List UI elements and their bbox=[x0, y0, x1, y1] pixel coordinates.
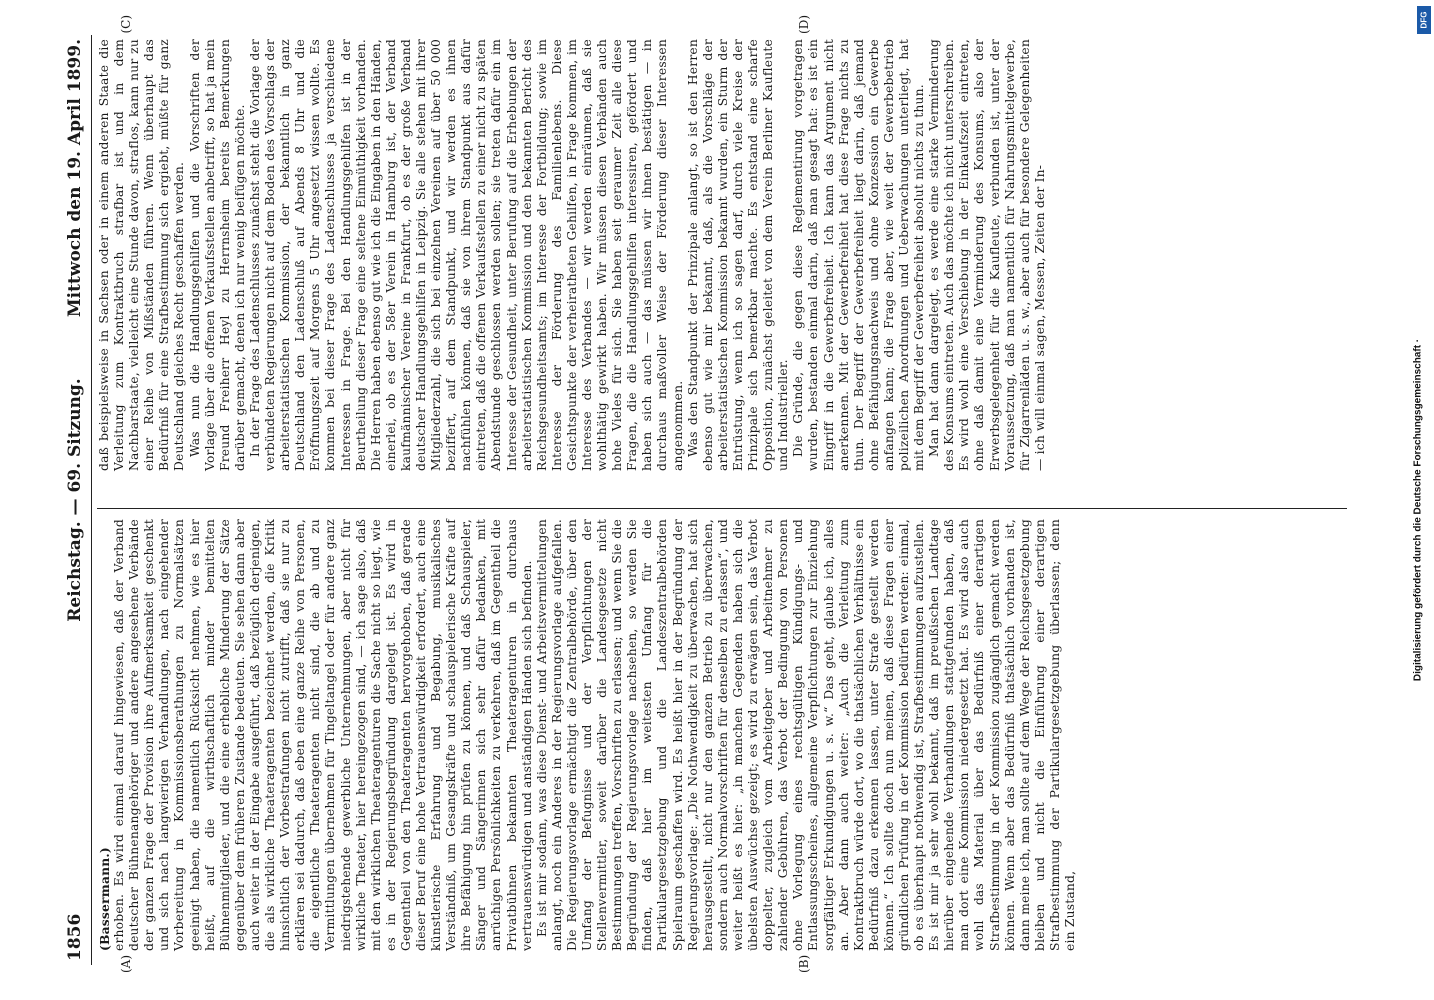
header-date: Mittwoch den 19. April 1899. bbox=[65, 39, 85, 318]
speaker-name: (Bassermann.) bbox=[97, 847, 112, 951]
paragraph: Die Gründe, die gegen diese Reglementirung vorgetragen wurden, bestanden einmal darin, daß man gesagt hat: es ist ein Eingriff in die Gewerbefreiheit. Ich kann das Argument nicht anerkennen. Mit der Gewerbefreiheit hat diese Frage nichts zu thun. Der Begriff der Gewerbefreiheit liegt darin, daß jemand ohne Befähigungsnachweis und ohne Konzession ein Gewerbe anfangen kann; die Frage aber, wie weit der Gewerbebetrieb polizeilichen Anordnungen und Ueberwachungen unterliegt, hat mit dem Begriff der Gewerbefreiheit absolut nichts zu thun. bbox=[791, 39, 927, 471]
paragraph: daß beispielsweise in Sachsen oder in einem anderen Staate die Verleitung zum Kontraktbruch strafbar ist und in dem Nachbarstaate, vielleicht eine Stunde davon, straflos, kann nur zu einer Reihe von Mißständen führen. Wenn überhaupt das Bedürfniß für eine Strafbestimmung sich ergiebt, müßte für ganz Deutschland gleiches Recht geschaffen werden. bbox=[97, 39, 187, 471]
margin-marker-d: (D) bbox=[797, 15, 811, 34]
margin-marker-a: (A) bbox=[119, 954, 133, 973]
paragraph: Was nun die Handlungsgehilfen und die Vorschriften der Vorlage über die offenen Verkaufsstellen anbetrifft, so hat ja mein Freund Freiherr Heyl zu Herrnsheim bereits Bemerkungen darüber gemacht, denen ich nur wenig beifügen möchte. bbox=[187, 39, 247, 471]
paragraph: Man hat dann dargelegt, es werde eine starke Verminderung des Konsums eintreten. Auch das möchte ich nicht unterschreiben. Es wird wohl eine Verschiebung in der Einkaufszeit eintreten, ohne daß damit eine Verminderung des Konsums, also der Erwerbsgelegenheit für die Kaufleute, verbunden ist, unter der Voraussetzung, daß man namentlich für Nahrungsmittelgewerbe, für Zigarrenläden u. s. w., aber auch für besondere Gelegenheiten — ich will einmal sagen, Messen, Zeiten der In- bbox=[927, 39, 1047, 471]
left-column bbox=[97, 519, 1373, 951]
page-number: 1856 bbox=[65, 913, 85, 961]
rotated-sheet bbox=[57, 15, 1377, 973]
dfg-logo bbox=[1417, 6, 1431, 34]
paragraph: Es ist mir sodann, was diese Dienst- und Arbeitsvermittelungen anlangt, noch ein Anderes in der Regierungsvorlage aufgefallen. Die Regierungsvorlage ermächtigt die Zentralbehörde, über den Umfang der Befugnisse und der Verpflichtungen der Stellenvermittler, soweit darüber die Landesgesetze nicht Bestimmungen treffen, Vorschriften zu erlassen; und wenn Sie die Begründung der Regierungsvorlage nachsehen, so werden Sie finden, daß hier im weitesten Umfang für die Partikulargesetzgebung und die Landeszentralbehörden Spielraum geschaffen wird. Es heißt hier in der Begründung der Regierungsvorlage: „Die Nothwendigkeit zu überwachen, hat sich herausgestellt, nicht nur den ganzen Betrieb zu überwachen, sondern auch Normalvorschriften für denselben zu erlassen“, und weiter heißt es hier: „in manchen Gegenden haben sich die übelsten Auswüchse gezeigt; es wird zu erwägen sein, das Verbot doppelter, zugleich vom Arbeitgeber und Arbeitnehmer zu zahlender Gebühren, das Verbot der Bedingung von Personen ohne Vorlegung eines rechtsgültigen Kündigungs- und Entlassungsscheines, allgemeine Verpflichtungen zur Einziehung sorgfältiger Erkundigungen u. s. w.“ Das geht, glaube ich, alles an. Aber dann auch weiter: „Auch die Verleitung zum Kontraktbruch würde dort, wo die thatsächlichen Verhältnisse ein Bedürfniß dazu erkennen lassen, unter Strafe gestellt werden können.“ Ich sollte doch nun meinen, daß diese Fragen einer gründlichen Prüfung in der Kommission bedürfen werden: einmal, ob es überhaupt nothwendig ist, Strafbestimmungen aufzustellen. Es ist mir ja sehr wohl bekannt, daß im preußischen Landtage hierüber eingehende Verhandlungen stattgefunden haben, daß man dort eine Kommission niedergesetzt hat. Es wird also auch wohl das Material über das Bedürfniß einer derartigen Strafbestimmung in der Kommission zugänglich gemacht werden können. Wenn aber das Bedürfniß thatsächlich vorhanden ist, dann meine ich, man sollte auf dem Wege der Reichsgesetzgebung bleiben und nicht die Einführung einer derartigen Strafbestimmung der Partikulargesetzgebung überlassen; denn ein Zustand, bbox=[534, 519, 1077, 951]
digitization-credit bbox=[1408, 30, 1428, 990]
column-divider bbox=[97, 508, 1347, 509]
paragraph: erhoben. Es wird einmal darauf hingewiesen, daß der Verband deutscher Bühnenangehöriger und andere angesehene Verbände der ganzen Frage der Provision ihre Aufmerksamkeit geschenkt und sich nach langwierigen Verhandlungen, nach eingehender Vorbereitung in Kommissionsberathungen zu Normalsätzen geeinigt haben, die namentlich Rücksicht nehmen, wie es hier heißt, auf die wirthschaftlich minder bemittelten Bühnenmitglieder, und die eine erhebliche Minderung der Sätze gegenüber dem früheren Zustande bedeuten. Sie sehen dann aber auch weiter in der Eingabe ausgeführt, daß bezüglich derjenigen, die als wirkliche Theateragenten bezeichnet werden, die Kritik hinsichtlich der Vorbestrafungen nicht zutrifft, daß sie nur zu erklären sei dadurch, daß eben eine ganze Reihe von Personen, die eigentliche Theateragenten nicht sind, die ab und zu Vermittlungen übernehmen für Tingeltangel oder für andere ganz niedrigstehende gewerbliche Unternehmungen, aber nicht für wirkliche Theater, hier hereingezogen sind, — ich sage also, daß mit den wirklichen Theateragenturen die Sache nicht so liegt, wie es in der Regierungsbegründung dargelegt ist. Es wird in Gegentheil von den Theateragenten hervorgehoben, daß gerade dieser Beruf eine hohe Vertrauenswürdigkeit erfordert, auch eine künstlerische Erfahrung und Begabung, musikalisches Verständniß, um Gesangskräfte und schauspielerische Kräfte auf ihre Befähigung hin prüfen zu können, und daß Schauspieler, Sänger und Sängerinnen sich sehr dafür bedanken, mit anrüchigen Persönlichkeiten zu verkehren, daß im Gegentheil die Privatbühnen bekannten Theateragenturen in durchaus vertrauenswürdigen und anständigen Händen sich befinden. bbox=[112, 519, 534, 951]
right-column bbox=[97, 39, 1373, 471]
page-header bbox=[65, 35, 91, 965]
margin-marker-b: (B) bbox=[797, 954, 811, 973]
header-rule bbox=[91, 35, 92, 965]
credit-text: Digitalisierung gefördert durch die Deutsche Forschungsgemeinschaft · bbox=[1412, 338, 1424, 682]
margin-marker-c: (C) bbox=[119, 15, 133, 34]
dfg-logo-text: DFG bbox=[1419, 11, 1429, 29]
paragraph: In der Frage des Ladenschlusses zunächst steht die Vorlage der verbündeten Regierungen nicht auf dem Boden des Vorschlags der arbeiterstatistischen Kommission, der bekanntlich in ganz Deutschland den Ladenschluß auf Abends 8 Uhr und die Eröffnungszeit auf Morgens 5 Uhr angesetzt wissen wollte. Es kommen bei dieser Frage des Ladenschlusses ja verschiedene Interessen in Frage. Bei den Handlungsgehilfen ist in der Beurtheilung dieser Frage eine seltene Einmüthigkeit vorhanden. Die Herren haben ebenso gut wie ich die Eingaben in den Händen, einerlei, ob es der 58er Verein in Hamburg ist, der Verband kaufmännischer Vereine in Frankfurt, ob es der große Verband deutscher Handlungsgehilfen in Leipzig. Sie alle stehen mit ihrer Mitgliederzahl, die sich bei einzelnen Vereinen auf über 50 000 beziffert, auf dem Standpunkt, und wir werden es ihnen nachfühlen können, daß sie von ihrem Standpunkt aus dafür eintreten, daß die offenen Verkaufsstellen zu einer nicht zu späten Abendstunde geschlossen werden sollen; sie treten dafür ein im Interesse der Gesundheit, unter Berufung auf die Erhebungen der arbeiterstatistischen Kommission und den bekannten Bericht des Reichsgesundheitsamts; im Interesse der Fortbildung; sowie im Interesse der Förderung des Familienlebens. Diese Gesichtspunkte der verheiratheten Gehilfen, in Frage kommen, im Interesse des Verbandes — wir werden einräumen, daß sie wohlthätig gewirkt haben. Wir müssen diesen Verbänden auch hohe Vieles für sich. Sie haben seit geraumer Zeit alle diese Fragen, die die Handlungsgehilfen interessiren, gefördert und haben sich auch — das müssen wir ihnen bestätigen — in durchaus maßvoller Weise der Förderung dieser Interessen angenommen. bbox=[247, 39, 685, 471]
paragraph: Was den Standpunkt der Prinzipale anlangt, so ist den Herren ebenso gut wie mir bekannt, daß, als die Vorschläge der arbeiterstatistischen Kommission bekannt wurden, ein Sturm der Entrüstung, wenn ich so sagen darf, durch viele Kreise der Prinzipale sich bemerkbar machte. Es entstand eine scharfe Opposition, zunächst geleitet von dem Verein Berliner Kaufleute und Industrieller. bbox=[685, 39, 791, 471]
header-title: Reichstag. — 69. Sitzung. bbox=[65, 378, 85, 622]
